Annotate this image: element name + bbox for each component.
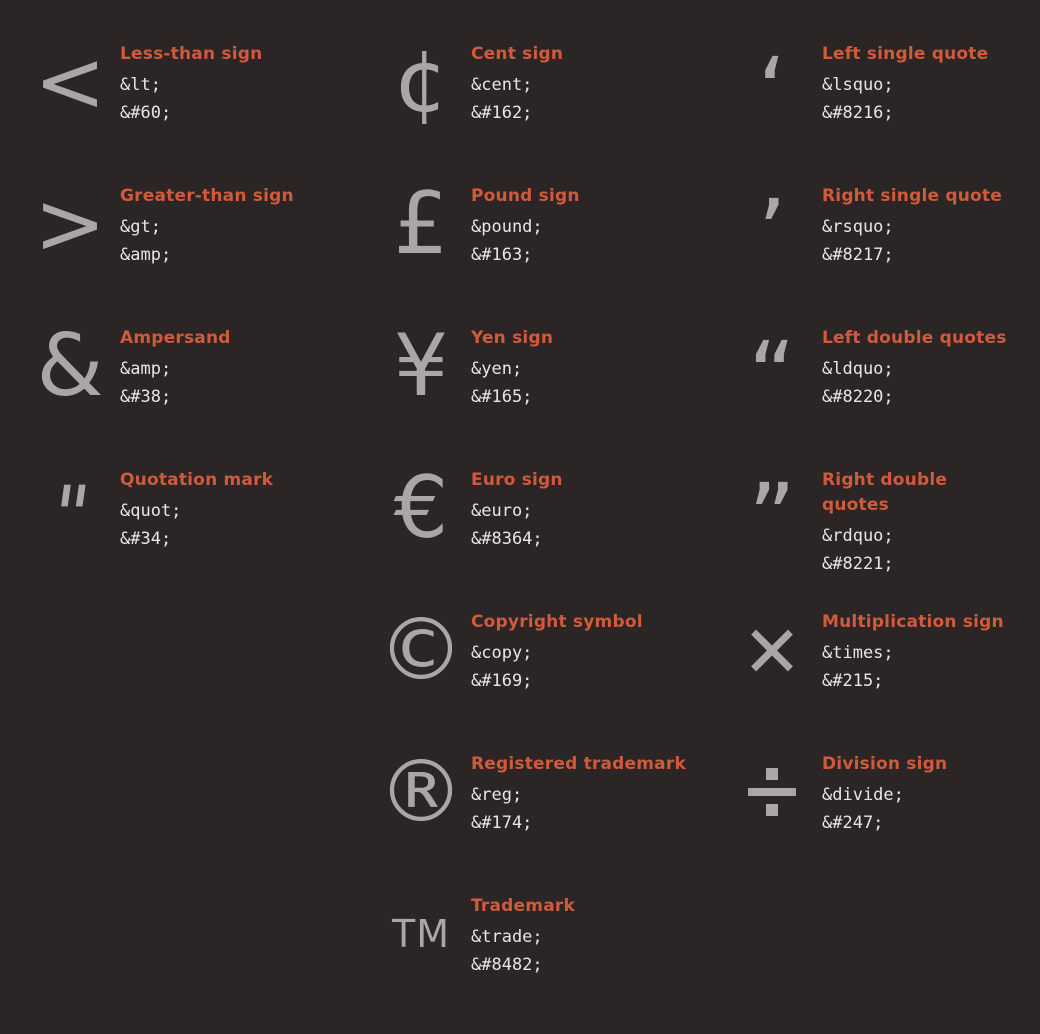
entity-card-right-single-quote <box>722 182 1020 324</box>
entity-text-block <box>471 182 722 269</box>
right-double-quotes-symbol: ” <box>748 464 796 571</box>
entity-label: Left single quote <box>822 44 989 64</box>
entity-numeric-code: &#163; <box>471 245 533 265</box>
registered-trademark-symbol: ® <box>378 742 464 842</box>
entity-label: Greater-than sign <box>120 186 294 206</box>
entity-card-multiplication-sign <box>722 608 1020 750</box>
entity-card-division-sign <box>722 750 1020 892</box>
less-than-sign-symbol: < <box>33 32 107 132</box>
entity-label: Right single quote <box>822 186 1002 206</box>
entity-numeric-code: &#8220; <box>822 387 894 407</box>
trademark-symbol: TM <box>392 912 450 956</box>
entity-card-trademark <box>371 892 722 1034</box>
entity-named-code: &rsquo; <box>822 217 894 237</box>
cent-sign-symbol: ¢ <box>393 32 449 132</box>
left-double-quotes-symbol: “ <box>748 322 796 429</box>
copyright-symbol-symbol: © <box>378 600 464 700</box>
entity-label: Trademark <box>471 896 575 916</box>
entity-named-code: &pound; <box>471 217 543 237</box>
entity-named-code: &ldquo; <box>822 359 894 379</box>
entity-card-euro-sign <box>371 458 722 608</box>
entity-text-block <box>120 182 371 269</box>
entity-text-block <box>120 324 371 411</box>
entity-numeric-code: &#60; <box>120 103 172 123</box>
entity-named-code: &rdquo; <box>822 526 894 546</box>
entity-card-quotation-mark <box>20 466 371 608</box>
right-single-quote-symbol: ’ <box>757 180 787 287</box>
yen-sign-symbol: ¥ <box>393 316 449 416</box>
left-single-quote-symbol: ‘ <box>757 38 787 145</box>
entity-numeric-code: &#38; <box>120 387 172 407</box>
entity-column-3 <box>722 40 1020 1034</box>
entity-named-code: &amp; <box>120 359 172 379</box>
entity-label: Division sign <box>822 754 948 774</box>
entity-named-code: &lsquo; <box>822 75 894 95</box>
entity-label: Less-than sign <box>120 44 263 64</box>
entity-text-block <box>120 40 371 127</box>
entity-numeric-code: &#174; <box>471 813 533 833</box>
entity-numeric-code: &#162; <box>471 103 533 123</box>
entity-card-registered-trademark <box>371 742 722 892</box>
entity-named-code: &euro; <box>471 501 533 521</box>
greater-than-sign-symbol: > <box>33 174 107 274</box>
entity-numeric-code: &#169; <box>471 671 533 691</box>
entity-text-block <box>822 40 1020 127</box>
entity-named-code: &lt; <box>120 75 161 95</box>
entity-numeric-code: &#215; <box>822 671 884 691</box>
entity-card-cent-sign <box>371 32 722 182</box>
entity-text-block <box>822 324 1020 411</box>
entity-numeric-code: &#247; <box>822 813 884 833</box>
entity-numeric-code: &#8482; <box>471 955 543 975</box>
entity-numeric-code: &#34; <box>120 529 172 549</box>
entity-card-copyright-symbol <box>371 600 722 750</box>
entity-card-right-double-quotes <box>722 466 1020 608</box>
entity-card-greater-than-sign <box>20 174 371 324</box>
entity-text-block <box>471 324 722 411</box>
entity-label: Euro sign <box>471 470 563 490</box>
entity-named-code: &reg; <box>471 785 523 805</box>
entity-card-less-than-sign <box>20 32 371 182</box>
entity-text-block <box>120 466 371 553</box>
entity-text-block <box>471 750 722 837</box>
entity-text-block <box>822 182 1020 269</box>
entity-text-block <box>822 466 1020 578</box>
entity-column-1 <box>20 32 371 1034</box>
division-sign-symbol <box>748 768 796 816</box>
entity-named-code: &copy; <box>471 643 533 663</box>
entity-named-code: &gt; <box>120 217 161 237</box>
entity-numeric-code: &#165; <box>471 387 533 407</box>
entity-text-block <box>471 40 722 127</box>
euro-sign-symbol: € <box>393 458 449 558</box>
entity-card-yen-sign <box>371 316 722 466</box>
entity-card-ampersand <box>20 316 371 466</box>
entity-text-block <box>822 608 1020 695</box>
entity-label: Pound sign <box>471 186 580 206</box>
entity-label: Ampersand <box>120 328 231 348</box>
entity-named-code: &yen; <box>471 359 523 379</box>
entity-text-block <box>471 892 722 979</box>
entity-text-block <box>822 750 1020 837</box>
ampersand-symbol: & <box>36 316 104 416</box>
entity-label: Multiplication sign <box>822 612 1004 632</box>
quotation-mark-symbol: " <box>45 469 95 562</box>
entity-card-left-single-quote <box>722 40 1020 182</box>
multiplication-sign-symbol <box>746 624 798 676</box>
entity-numeric-code: &amp; <box>120 245 172 265</box>
pound-sign-symbol: £ <box>393 174 449 274</box>
entity-named-code: &quot; <box>120 501 182 521</box>
entity-named-code: &times; <box>822 643 894 663</box>
entity-label: Right double quotes <box>822 470 948 515</box>
entity-text-block <box>471 466 722 553</box>
entity-named-code: &trade; <box>471 927 543 947</box>
entity-card-left-double-quotes <box>722 324 1020 466</box>
entity-label: Cent sign <box>471 44 564 64</box>
entity-text-block <box>471 608 722 695</box>
entity-label: Quotation mark <box>120 470 274 490</box>
entity-numeric-code: &#8217; <box>822 245 894 265</box>
entity-label: Registered trademark <box>471 754 686 774</box>
entity-numeric-code: &#8364; <box>471 529 543 549</box>
entity-numeric-code: &#8216; <box>822 103 894 123</box>
entity-label: Copyright symbol <box>471 612 643 632</box>
entity-label: Yen sign <box>471 328 554 348</box>
entity-label: Left double quotes <box>822 328 1007 348</box>
entity-named-code: &divide; <box>822 785 904 805</box>
entity-numeric-code: &#8221; <box>822 554 894 574</box>
entity-card-pound-sign <box>371 174 722 324</box>
entity-column-2 <box>371 32 722 1034</box>
entity-named-code: &cent; <box>471 75 533 95</box>
